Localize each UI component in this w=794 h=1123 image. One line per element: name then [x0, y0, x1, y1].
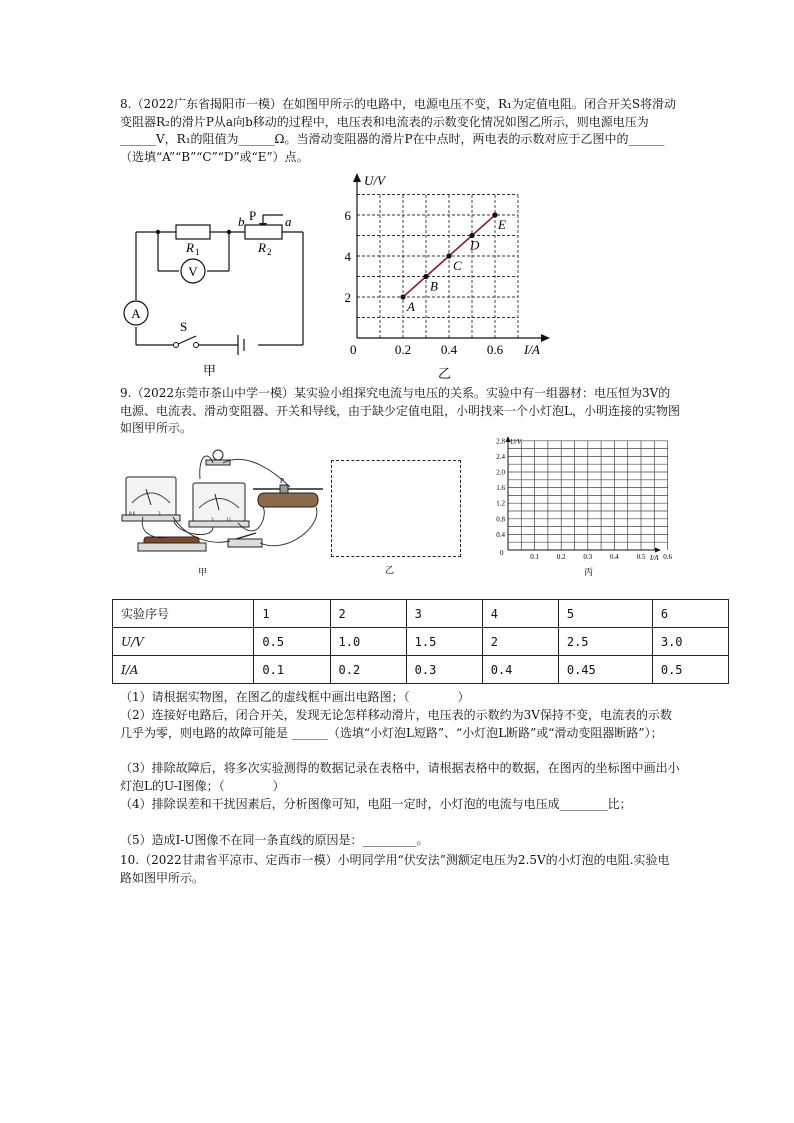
rheostat-p-label: P: [280, 477, 284, 485]
table-cell: 0.2: [330, 656, 406, 684]
ammeter-label: A: [131, 306, 141, 321]
grid-y-tick: 1.6: [496, 484, 505, 493]
q9-sub4: （4）排除误差和干扰因素后，分析图像可知，电阻一定时，小灯泡的电流与电压成________比；: [120, 797, 632, 811]
data-point-label: D: [470, 237, 480, 253]
q9-sub1: （1）请根据实物图，在图乙的虚线框中画出电路图；（ ）: [120, 690, 470, 704]
data-point-label: B: [430, 278, 438, 294]
r2-subscript: 2: [267, 247, 272, 257]
ammeter-terminal-3: 3: [158, 512, 161, 517]
table-cell: 0.3: [406, 656, 482, 684]
table-header-cell: 5: [558, 600, 652, 628]
circuit-drawing-box[interactable]: [331, 460, 461, 557]
table-cell: 0.1: [254, 656, 330, 684]
grid-y-label: U/V: [510, 438, 522, 446]
r1-subscript: 1: [195, 247, 200, 257]
x-tick-label: 0.6: [486, 342, 504, 357]
figure-caption-jia: 甲: [203, 363, 217, 378]
switch-label: S: [180, 319, 188, 334]
table-cell: 0.4: [482, 656, 558, 684]
grid-x-tick: 0.2: [556, 553, 566, 561]
data-point-label: A: [407, 299, 415, 314]
grid-y-tick: 2.4: [496, 452, 505, 461]
voltmeter-device: [193, 483, 245, 523]
terminal-b-label: b: [238, 214, 245, 229]
table-header-row: [113, 600, 729, 628]
table-header-cell: 4: [482, 600, 558, 628]
blank-coordinate-grid[interactable]: [490, 432, 670, 580]
u-i-graph: [340, 170, 555, 385]
y-tick-label: 6: [344, 208, 351, 223]
table-header-cell: 3: [406, 600, 482, 628]
figure-caption-jia-2: 甲: [198, 567, 208, 577]
q8-text: 8.（2022广东省揭阳市一模）在如图甲所示的电路中，电源电压不变，R₁为定值电阻。闭合开关S将滑动变阻器R₂的滑片P从a向b移动的过程中，电压表和电流表的示数变化情况如图乙所示，则电源电压为______V，R₁的阻值为______Ω。当滑动变阻器的滑片P在中点时，两电表的示数对应于乙图中的______（选填“A”“B”“C”“D”或“E”）点。: [120, 97, 677, 164]
table-cell: 0.5: [254, 628, 330, 656]
bulb-icon: [213, 450, 223, 460]
table-cell: I/A: [113, 656, 254, 684]
table-header-cell: 1: [254, 600, 330, 628]
grid-x-tick: 0.6: [663, 553, 672, 561]
q9-sub3: （3）排除故障后，将多次实验测得的数据记录在表格中，请根据表格中的数据，在图丙的坐标图中画出小灯泡L的U-I图像；（ ）: [120, 761, 680, 793]
slider-p-label: P: [249, 208, 257, 223]
table-row: [113, 656, 729, 684]
figure-caption-bing: 丙: [584, 567, 594, 577]
q9-intro: 9.（2022东莞市茶山中学一模）某实验小组探究电流与电压的关系。实验中有一组器材：电压恒为3V的电源、电流表、滑动变阻器、开关和导线，由于缺少定值电阻，小明找来一个小灯泡L，小明连接的实物图如图甲所示。: [120, 386, 680, 435]
table-cell: 0.5: [652, 656, 728, 684]
table-cell: 1.5: [406, 628, 482, 656]
data-point: [400, 294, 405, 299]
q9-sub5: （5）造成I-U图像不在同一条直线的原因是：_________。: [120, 833, 429, 847]
y-tick-label: 4: [344, 249, 351, 264]
q10-text: 10.（2022甘肃省平凉市、定西市一模）小明同学用“伏安法”测额定电压为2.5V的小灯泡的电阻.实验电路如图甲所示。: [120, 853, 670, 885]
grid-x-tick: 0.4: [610, 553, 619, 561]
x-tick-label: 0.4: [440, 342, 458, 357]
table-header-cell: 6: [652, 600, 728, 628]
apparatus-figure: [118, 445, 333, 580]
table-header-cell: 实验序号: [113, 600, 254, 628]
table-cell: 2.5: [558, 628, 652, 656]
r2-label: R: [258, 240, 266, 255]
data-point-label: C: [453, 258, 462, 273]
grid-y-tick: 1.2: [496, 499, 505, 508]
data-table: [112, 599, 729, 684]
grid-y-tick: 0.4: [496, 530, 505, 539]
data-point: [446, 253, 451, 258]
table-cell: U/V: [113, 628, 254, 656]
table-header-cell: 2: [330, 600, 406, 628]
circuit-diagram: [118, 205, 318, 380]
grid-x-label: I/A: [650, 554, 659, 562]
ammeter-terminal-06: 0.6: [129, 512, 136, 517]
graph-origin: 0: [350, 342, 357, 357]
data-point: [423, 274, 428, 279]
rheostat-icon: [258, 493, 318, 507]
grid-x-tick: 0.3: [583, 553, 593, 561]
y-axis-label: U/V: [364, 173, 385, 188]
r1-label: R: [186, 240, 194, 255]
table-cell: 1.0: [330, 628, 406, 656]
grid-origin: 0: [500, 549, 504, 557]
grid-y-tick: 0.8: [496, 515, 505, 524]
x-tick-label: 0.2: [394, 342, 412, 357]
grid-y-tick: 2.8: [496, 437, 505, 446]
voltmeter-terminal-15: 15: [226, 518, 231, 523]
table-cell: 0.45: [558, 656, 652, 684]
x-axis-label: I/A: [524, 342, 540, 357]
grid-x-tick: 0.5: [636, 553, 646, 561]
q9-sub2: （2）连接好电路后，闭合开关，发现无论怎样移动滑片，电压表的示数约为3V保持不变，电流表的示数几乎为零，则电路的故障可能是 ______（选填“小灯泡L短路”、“小灯泡L断路”或“滑动变阻器断路”）；: [120, 708, 672, 740]
data-point-label: E: [498, 217, 506, 232]
voltmeter-label: V: [188, 264, 198, 279]
terminal-a-label: a: [285, 214, 292, 229]
figure-caption-yi: 乙: [438, 366, 452, 381]
caption-yi-2-wrap: [385, 562, 405, 576]
figure-caption-yi-2: 乙: [385, 565, 395, 575]
y-tick-label: 2: [344, 290, 351, 305]
switch-icon: [228, 539, 262, 547]
table-row: [113, 628, 729, 656]
data-point: [492, 212, 497, 217]
grid-y-tick: 2.0: [496, 468, 505, 477]
grid-x-tick: 0.1: [530, 553, 539, 561]
table-cell: 2: [482, 628, 558, 656]
table-cell: 3.0: [652, 628, 728, 656]
voltmeter-terminal-3: 3: [211, 518, 214, 523]
